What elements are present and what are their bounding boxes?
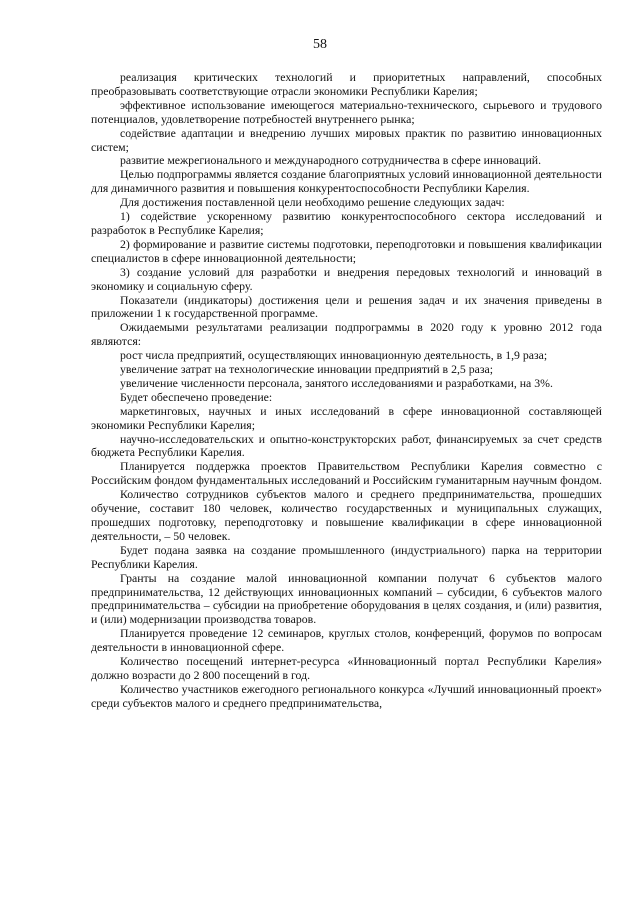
- paragraph: Будет подана заявка на создание промышленного (индустриального) парка на территории Республики Карелия.: [91, 542, 602, 571]
- paragraph: Показатели (индикаторы) достижения цели и решения задач и их значения приведены в приложении 1 к государственной программе.: [91, 292, 602, 321]
- page-number: 58: [313, 37, 327, 52]
- paragraph: Будет обеспечено проведение:: [120, 389, 273, 404]
- paragraph: Планируется проведение 12 семинаров, круглых столов, конференций, форумов по вопросам деятельности в инновационной сфере.: [91, 626, 602, 655]
- paragraph: 1) содействие ускоренному развитию конкурентоспособного сектора исследований и разработок в Республике Карелия;: [91, 209, 602, 237]
- paragraph: маркетинговых, научных и иных исследований в сфере инновационной составляющей экономики Республики Карелия;: [91, 403, 602, 432]
- document-body: [91, 71, 602, 711]
- paragraph: Гранты на создание малой инновационной компании получат 6 субъектов малого предпринимательства, 12 действующих инновационных компаний – субсидии, 6 субъектов малого предпринимательства – субсидии на приобретение оборудования в целях создания, и (или) развития, и (или) модернизации производства товаров.: [91, 570, 602, 627]
- paragraph: развитие межрегионального и международного сотрудничества в сфере инноваций.: [120, 153, 542, 168]
- paragraph: Для достижения поставленной цели необходимо решение следующих задач:: [120, 195, 505, 210]
- paragraph: рост числа предприятий, осуществляющих инновационную деятельность, в 1,9 раза;: [120, 348, 548, 363]
- paragraph: Количество участников ежегодного регионального конкурса «Лучший инновационный проект» среди субъектов малого и среднего предпринимательства,: [91, 681, 602, 710]
- paragraph: Количество посещений интернет-ресурса «Инновационный портал Республики Карелия» должно возрасти до 2 800 посещений в год.: [91, 654, 602, 682]
- paragraph: Количество сотрудников субъектов малого и среднего предпринимательства, прошедших обучение, составит 180 человек, количество государственных и муниципальных служащих, прошедших подготовку, переподготовку и повышение квалификации в сфере инновационной деятельности, – 50 человек.: [91, 487, 602, 543]
- paragraph: реализация критических технологий и приоритетных направлений, способных преобразовывать соответствующие отрасли экономики Республики Карелия;: [91, 70, 602, 98]
- paragraph: содействие адаптации и внедрению лучших мировых практик по развитию инновационных систем;: [91, 125, 602, 154]
- paragraph: 3) создание условий для разработки и внедрения передовых технологий и инноваций в экономику и социальную сферу.: [91, 264, 602, 293]
- paragraph: Планируется поддержка проектов Правительством Республики Карелия совместно с Российским фондом фундаментальных исследований и Российским гуманитарным научным фондом.: [91, 459, 603, 488]
- paragraph: Целью подпрограммы является создание благоприятных условий инновационной деятельности для динамичного развития и повышения конкурентоспособности Республики Карелия.: [91, 167, 602, 196]
- paragraph: увеличение численности персонала, занятого исследованиями и разработками, на 3%.: [120, 375, 553, 390]
- paragraph: научно-исследовательских и опытно-конструкторских работ, финансируемых за счет средств бюджета Республики Карелия.: [91, 431, 602, 460]
- paragraph: эффективное использование имеющегося материально-технического, сырьевого и трудового потенциалов, удовлетворение потребностей внутреннего рынка;: [91, 97, 602, 126]
- paragraph: увеличение затрат на технологические инновации предприятий в 2,5 раза;: [120, 362, 494, 377]
- paragraph: Ожидаемыми результатами реализации подпрограммы в 2020 году к уровню 2012 года являются:: [91, 320, 602, 349]
- paragraph: 2) формирование и развитие системы подготовки, переподготовки и повышения квалификации специалистов в сфере инновационной деятельности;: [91, 236, 602, 265]
